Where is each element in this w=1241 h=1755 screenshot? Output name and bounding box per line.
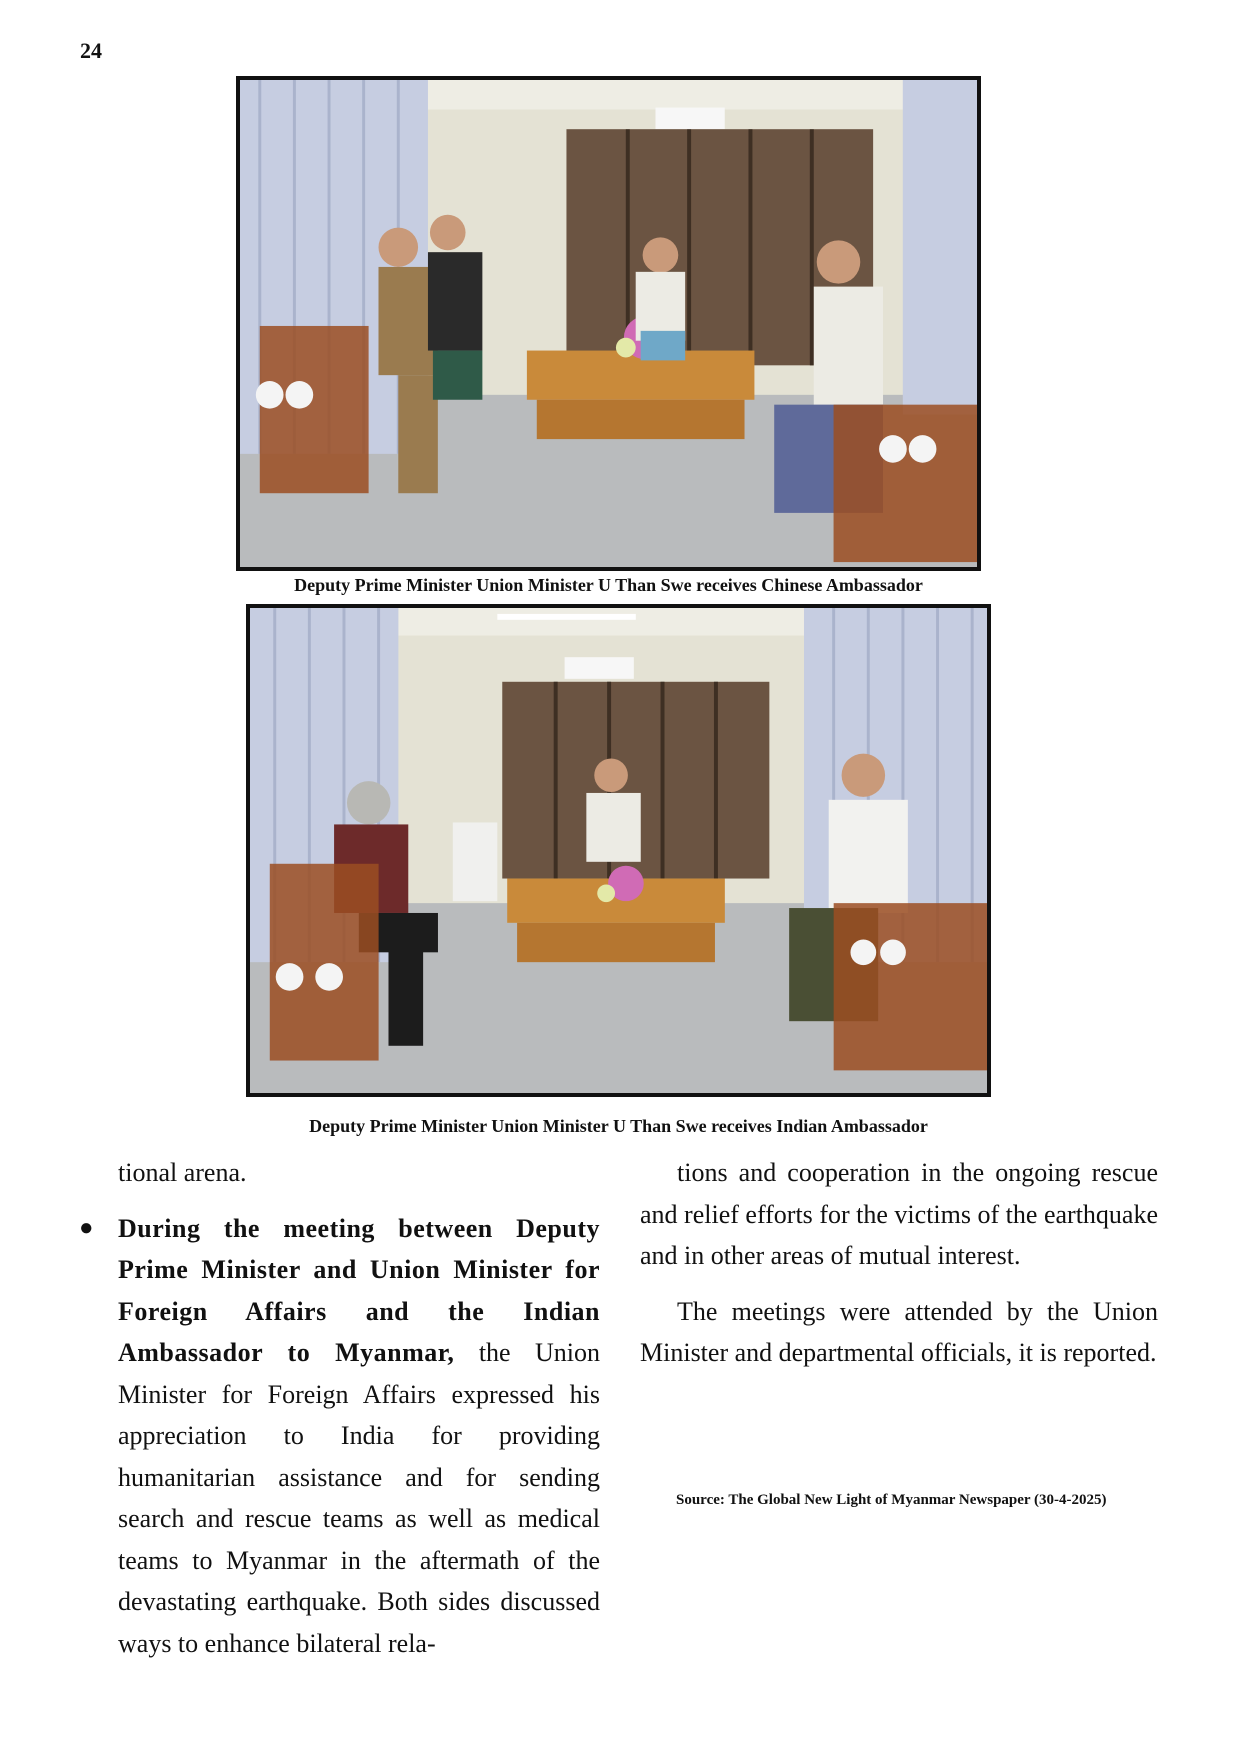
bullet-icon: ●: [79, 1214, 94, 1241]
right-column-continuation: tions and cooperation in the ongoing rescue and relief efforts for the victims of the earthquake and in other areas of mutual interest.: [640, 1158, 1158, 1270]
bullet-paragraph: [118, 1208, 600, 1665]
photo-indian-ambassador-meeting: [246, 604, 991, 1097]
photo-chinese-ambassador-meeting: [236, 76, 981, 571]
bullet-bold-lead: During the meeting between Deputy Prime Minister and Union Minister for Foreign Affairs and the Indian Ambassador to Myanmar,: [118, 1213, 600, 1367]
left-column-continuation: tional arena.: [118, 1158, 247, 1187]
source-citation: Source: The Global New Light of Myanmar Newspaper (30-4-2025): [676, 1492, 1107, 1508]
page-number: 24: [80, 38, 102, 63]
figure-caption-1: Deputy Prime Minister Union Minister U Than Swe receives Chinese Ambassador: [294, 575, 923, 595]
left-column: [79, 1152, 600, 1664]
closing-paragraph: The meetings were attended by the Union Minister and departmental officials, it is reported.: [640, 1296, 1158, 1367]
bullet-body-text: the Union Minister for Foreign Affairs expressed his appreciation to India for providing humanitarian assistance and for sending search and rescue teams as well as medical teams to Myanmar in the aftermath of the devastating earthquake. Both sides discussed ways to enhance bilateral rela-: [118, 1338, 600, 1658]
figure-caption-2: Deputy Prime Minister Union Minister U Than Swe receives Indian Ambassador: [309, 1116, 928, 1136]
right-column: [640, 1152, 1158, 1374]
bullet-item: [79, 1208, 600, 1665]
